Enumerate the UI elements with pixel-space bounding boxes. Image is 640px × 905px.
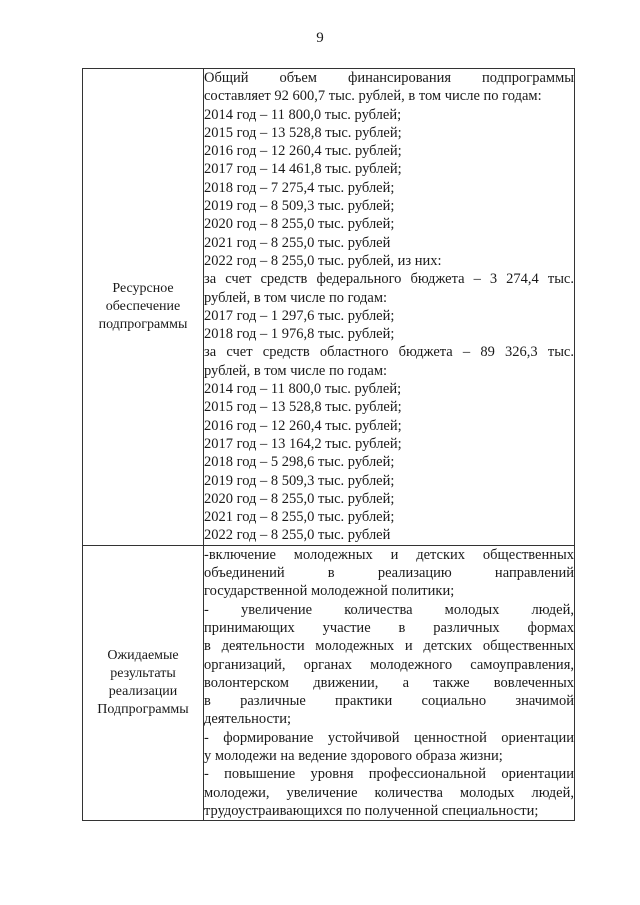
content-line: государственной молодежной политики;: [204, 583, 455, 600]
row-label-line: Ресурсное: [112, 280, 174, 296]
content-line: 2017 год – 13 164,2 тыс. рублей;: [204, 435, 402, 452]
content-line: трудоустраивающихся по полученной специальности;: [204, 802, 539, 819]
row-label-line: Подпрограммы: [97, 701, 189, 717]
page-number: 9: [316, 30, 324, 46]
content-line: в деятельности молодежных и детских общественных: [204, 638, 574, 655]
row-label-line: результаты: [110, 665, 176, 681]
content-line: принимающих участие в различных формах: [204, 619, 574, 636]
content-line: рублей, в том числе по годам:: [204, 362, 388, 379]
content-line: 2017 год – 1 297,6 тыс. рублей;: [204, 307, 395, 324]
content-line: составляет 92 600,7 тыс. рублей, в том числе по годам:: [204, 88, 542, 105]
content-line: 2017 год – 14 461,8 тыс. рублей;: [204, 161, 402, 178]
row-label-line: Ожидаемые: [107, 647, 179, 663]
content-line: 2018 год – 1 976,8 тыс. рублей;: [204, 326, 395, 343]
row-label-expected-results: [83, 545, 204, 820]
content-line: 2015 год – 13 528,8 тыс. рублей;: [204, 399, 402, 416]
content-line: 2021 год – 8 255,0 тыс. рублей;: [204, 509, 395, 526]
content-line: 2015 год – 13 528,8 тыс. рублей;: [204, 124, 402, 141]
content-line: 2021 год – 8 255,0 тыс. рублей: [204, 234, 391, 251]
content-line: волонтерском движении, а также вовлеченных: [204, 674, 574, 691]
content-line: -включение молодежных и детских общественных: [204, 546, 574, 563]
content-line: 2014 год – 11 800,0 тыс. рублей;: [204, 381, 402, 398]
content-line: молодежи, увеличение количества молодых людей,: [204, 784, 574, 801]
table-row-expected-results: [83, 545, 575, 820]
table-row-resources: [83, 69, 575, 546]
content-line: за счет средств областного бюджета – 89 326,3 тыс.: [204, 344, 574, 361]
content-line: - повышение уровня профессиональной ориентации: [204, 766, 574, 783]
row-content-expected-results: [204, 545, 575, 820]
row-label-line: реализации: [108, 683, 178, 699]
content-line: - увеличение количества молодых людей,: [204, 601, 574, 618]
content-line: 2018 год – 7 275,4 тыс. рублей;: [204, 179, 395, 196]
content-line: 2020 год – 8 255,0 тыс. рублей;: [204, 216, 395, 233]
content-line: 2020 год – 8 255,0 тыс. рублей;: [204, 490, 395, 507]
content-line: организаций, органах молодежного самоуправления,: [204, 656, 574, 673]
row-content-resources: [204, 69, 575, 546]
row-label-line: обеспечение: [105, 298, 181, 314]
content-line: за счет средств федерального бюджета – 3 274,4 тыс.: [204, 271, 574, 288]
content-line: - формирование устойчивой ценностной ориентации: [204, 729, 574, 746]
content-line: 2018 год – 5 298,6 тыс. рублей;: [204, 454, 395, 471]
content-line: рублей, в том числе по годам:: [204, 289, 388, 306]
content-line: 2019 год – 8 509,3 тыс. рублей;: [204, 472, 395, 489]
content-line: 2016 год – 12 260,4 тыс. рублей;: [204, 143, 402, 160]
content-line: 2014 год – 11 800,0 тыс. рублей;: [204, 106, 402, 123]
content-line: деятельности;: [204, 711, 292, 728]
content-line: объединений в реализацию направлений: [204, 565, 574, 582]
content-line: Общий объем финансирования подпрограммы: [204, 70, 574, 86]
row-label-line: подпрограммы: [98, 316, 188, 332]
content-line: 2022 год – 8 255,0 тыс. рублей, из них:: [204, 252, 442, 269]
content-line: 2019 год – 8 509,3 тыс. рублей;: [204, 198, 395, 215]
content-line: 2022 год – 8 255,0 тыс. рублей: [204, 527, 391, 544]
row-label-resources: [83, 69, 204, 546]
program-passport-table: [82, 68, 575, 821]
content-line: у молодежи на ведение здорового образа жизни;: [204, 747, 503, 764]
content-line: в различные практики социально значимой: [204, 693, 574, 710]
content-line: 2016 год – 12 260,4 тыс. рублей;: [204, 417, 402, 434]
